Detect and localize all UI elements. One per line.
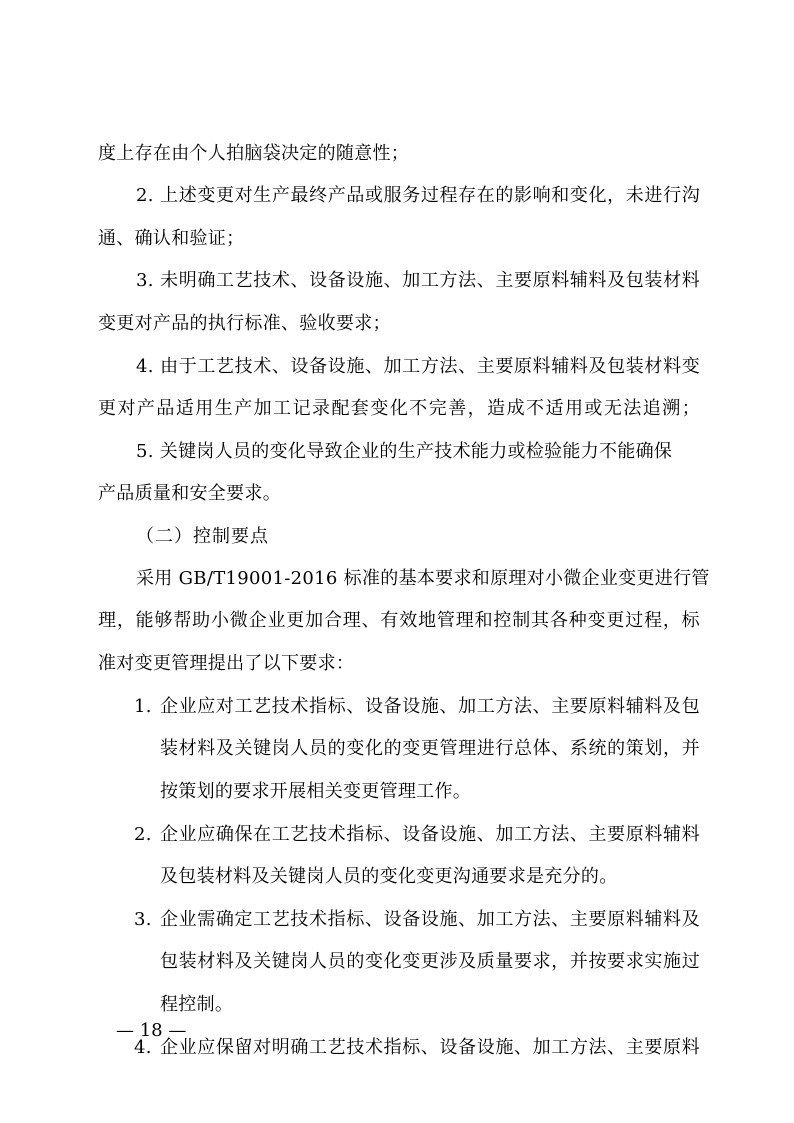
requirement-1-line-1: 企业应对工艺技术指标、设备设施、加工方法、主要原料辅料及包 (160, 696, 700, 717)
requirement-1-line-2: 装材料及关键岗人员的变化的变更管理进行总体、系统的策划，并 (160, 738, 700, 759)
requirement-number: 3. (134, 909, 152, 930)
intro-line-1: 采用 GB/T19001-2016 标准的基本要求和原理对小微企业变更进行管 (136, 568, 710, 589)
problem-item-5-line-2: 产品质量和安全要求。 (98, 483, 281, 504)
requirement-3-line-3: 程控制。 (160, 994, 234, 1015)
page-number: — 18 — (116, 1020, 187, 1041)
problem-item-2-line-2: 通、确认和验证； (98, 228, 245, 249)
requirement-2-line-2: 及包装材料及关键岗人员的变化变更沟通要求是充分的。 (160, 866, 618, 887)
requirement-1-line-3: 按策划的要求开展相关变更管理工作。 (160, 781, 472, 802)
problem-item-5-line-1: 5. 关键岗人员的变化导致企业的生产技术能力或检验能力不能确保 (136, 441, 673, 462)
intro-line-3: 准对变更管理提出了以下要求： (98, 653, 355, 674)
problem-item-4-line-2: 更对产品适用生产加工记录配套变化不完善，造成不适用或无法追溯； (98, 398, 700, 419)
requirement-number: 4. (134, 1037, 152, 1058)
requirement-2-line-1: 企业应确保在工艺技术指标、设备设施、加工方法、主要原料辅料 (160, 824, 700, 845)
problem-item-3-line-1: 3. 未明确工艺技术、设备设施、加工方法、主要原料辅料及包装材料 (136, 270, 700, 291)
requirement-number: 1. (134, 696, 152, 717)
problem-item-4-line-1: 4. 由于工艺技术、设备设施、加工方法、主要原料辅料及包装材料变 (136, 356, 700, 377)
problem-item-3-line-2: 变更对产品的执行标准、验收要求； (98, 313, 391, 334)
requirement-3-line-1: 企业需确定工艺技术指标、设备设施、加工方法、主要原料辅料及 (160, 909, 700, 930)
requirement-4-line-1: 企业应保留对明确工艺技术指标、设备设施、加工方法、主要原料 (160, 1037, 700, 1058)
continuation-line: 度上存在由个人拍脑袋决定的随意性； (98, 143, 410, 164)
problem-item-2-line-1: 2. 上述变更对生产最终产品或服务过程存在的影响和变化，未进行沟 (136, 185, 700, 206)
requirement-number: 2. (134, 824, 152, 845)
requirement-3-line-2: 包装材料及关键岗人员的变化变更涉及质量要求，并按要求实施过 (160, 951, 700, 972)
intro-line-2: 理，能够帮助小微企业更加合理、有效地管理和控制其各种变更过程，标 (98, 610, 700, 631)
section-heading: （二）控制要点 (136, 526, 269, 547)
